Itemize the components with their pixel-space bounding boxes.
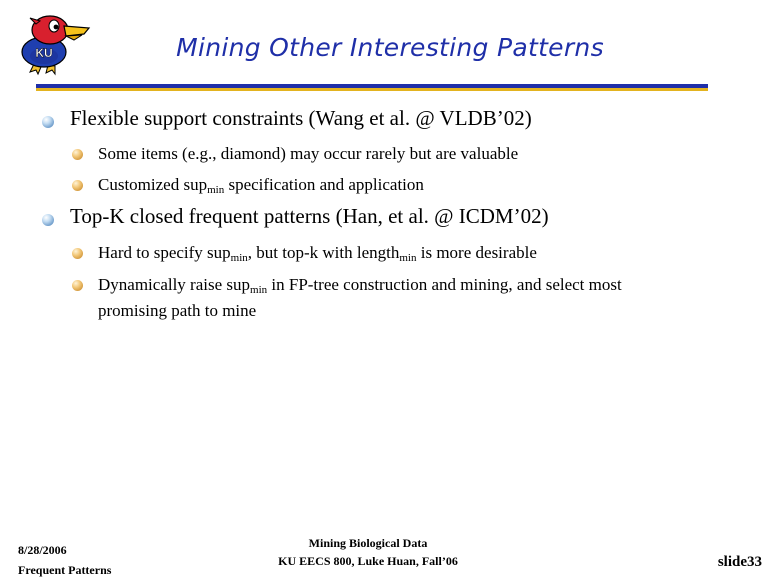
- footer-date: 8/28/2006: [18, 543, 67, 557]
- sub-bullet-text: Dynamically raise sup$_{min}$ in FP-tree construction and mining, and select most promising path to mine: [98, 275, 622, 320]
- slide-title: Mining Other Interesting Patterns: [176, 33, 604, 62]
- footer-topic: Frequent Patterns: [18, 563, 112, 577]
- bullet-text: Top-K closed frequent patterns (Han, et al. @ ICDM’02): [70, 204, 549, 228]
- bullet-icon: [42, 116, 54, 128]
- footer-course-title: Mining Biological Data: [308, 536, 428, 550]
- sub-bullet-icon: [72, 149, 83, 160]
- sub-bullet-text: Hard to specify sup$_{min}$, but top-k with length$_{min}$ is more desirable: [98, 243, 537, 264]
- sub-bullet-icon: [72, 248, 83, 259]
- sub-bullet-icon: [72, 280, 83, 291]
- sub-bullet-text: Some items (e.g., diamond) may occur rarely but are valuable: [98, 144, 519, 163]
- ku-jayhawk-logo: [14, 10, 92, 76]
- sub-bullet-continuation: promising path to mine: [98, 301, 257, 320]
- bullet-icon: [42, 214, 54, 226]
- title-divider-gold: [36, 88, 708, 91]
- sub-bullet-icon: [72, 180, 83, 191]
- logo-ku-lettering: KU: [35, 46, 53, 60]
- footer-center: [250, 534, 486, 570]
- footer-left: [18, 540, 111, 580]
- footer-course-info: KU EECS 800, Luke Huan, Fall’06: [278, 554, 458, 568]
- sub-bullet-text: Customized sup$_{min}$ specification and application: [98, 175, 424, 196]
- bullet-text: Flexible support constraints (Wang et al. @ VLDB’02): [70, 106, 532, 130]
- footer-slide-number: slide33: [717, 554, 762, 570]
